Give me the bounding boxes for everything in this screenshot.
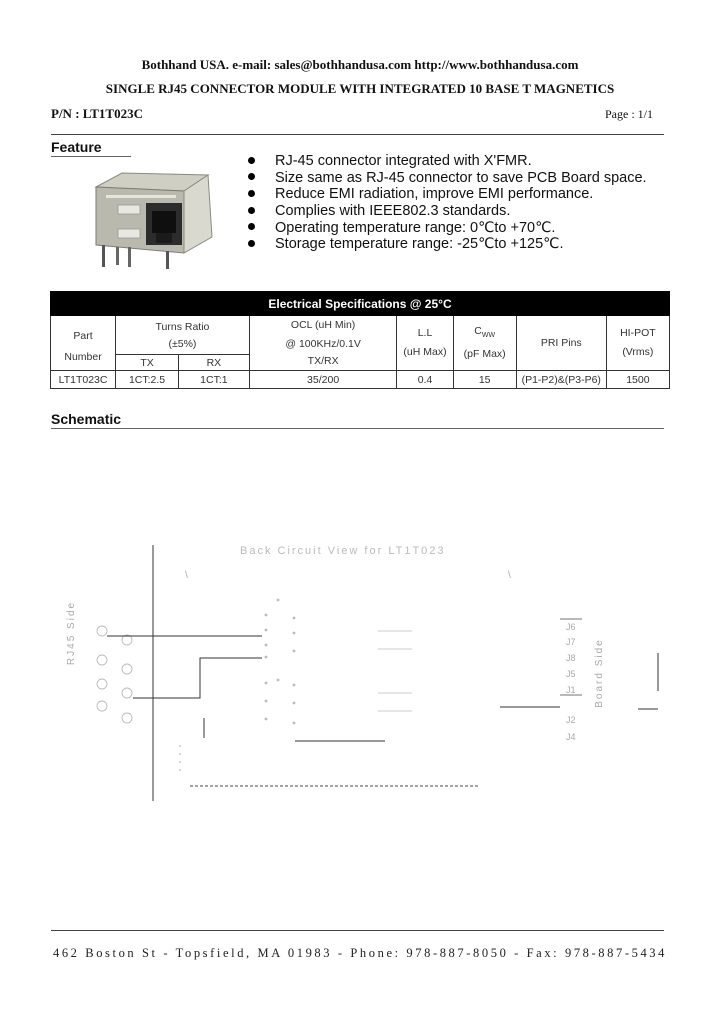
schematic-caption: Back Circuit View for LT1T023 — [240, 545, 446, 557]
bullet-icon — [248, 207, 255, 214]
header-hipot: HI-POT (Vrms) — [606, 316, 669, 371]
svg-text:J5: J5 — [566, 669, 576, 679]
cell-rx: 1CT:1 — [178, 371, 249, 389]
transformer-dots — [265, 599, 296, 725]
cell-tx: 1CT:2.5 — [116, 371, 179, 389]
header-turns-ratio: Turns Ratio (±5%) — [116, 316, 250, 355]
schematic-mark: \ — [185, 570, 188, 581]
svg-text:J7: J7 — [566, 637, 576, 647]
bullet-icon — [248, 157, 255, 164]
rj45-side-label: RJ45 Side — [66, 600, 77, 666]
header-ocl: OCL (uH Min) @ 100KHz/0.1V TX/RX — [249, 316, 397, 371]
feature-item: Reduce EMI radiation, improve EMI performance. — [248, 186, 647, 203]
header-cww: $C_{WW}$ (pF Max) — [453, 316, 516, 371]
document-title: SINGLE RJ45 CONNECTOR MODULE WITH INTEGRATED 10 BASE T MAGNETICS — [105, 81, 615, 96]
cell-hipot: 1500 — [606, 371, 669, 389]
header-part-number: Part Number — [51, 316, 116, 371]
feature-list — [248, 153, 647, 253]
schematic-underline — [51, 428, 664, 429]
footer-address: 462 Boston St - Topsfield, MA 01983 - Phone: 978-887-8050 - Fax: 978-887-5434 — [52, 946, 668, 960]
header-tx: TX — [116, 355, 179, 371]
page-number: Page : 1/1 — [605, 107, 653, 121]
header-divider — [51, 134, 664, 135]
schematic-mark: \ — [508, 570, 511, 581]
feature-section-title: Feature — [51, 139, 102, 155]
cell-part: LT1T023C — [51, 371, 116, 389]
electrical-spec-table — [50, 291, 670, 389]
choke-marks — [378, 631, 412, 711]
wire — [133, 658, 262, 698]
feature-item: Complies with IEEE802.3 standards. — [248, 203, 647, 220]
bullet-icon — [248, 173, 255, 180]
rj45-connector-photo — [88, 165, 220, 277]
svg-text:J1: J1 — [566, 685, 576, 695]
bullet-icon — [248, 190, 255, 197]
header-rx: RX — [178, 355, 249, 371]
schematic-section-title: Schematic — [51, 411, 122, 427]
header-leakage-inductance: L.L (uH Max) — [397, 316, 453, 371]
footer-divider — [51, 930, 664, 931]
board-side-label: Board Side — [594, 638, 605, 708]
schematic-diagram — [40, 533, 680, 803]
cell-ll: 0.4 — [397, 371, 453, 389]
feature-underline — [51, 156, 131, 157]
bullet-icon — [248, 223, 255, 230]
header-pri-pins: PRI Pins — [516, 316, 606, 371]
feature-item: Operating temperature range: 0℃to +70℃. — [248, 220, 647, 237]
table-banner: Electrical Specifications @ 25°C — [51, 292, 670, 316]
rj45-pin-circles — [97, 626, 132, 723]
feature-item: Size same as RJ-45 connector to save PCB Board space. — [248, 170, 647, 187]
feature-item: RJ-45 connector integrated with X'FMR. — [248, 153, 647, 170]
svg-text:J2: J2 — [566, 715, 576, 725]
board-pin-labels — [566, 622, 576, 742]
feature-item: Storage temperature range: -25℃to +125℃. — [248, 236, 647, 253]
header-contact: Bothhand USA. e-mail: sales@bothhandusa.com http://www.bothhandusa.com — [141, 57, 579, 72]
part-number-label: P/N : LT1T023C — [51, 106, 143, 121]
cell-cww: 15 — [453, 371, 516, 389]
svg-text:J8: J8 — [566, 653, 576, 663]
svg-text:J4: J4 — [566, 732, 576, 742]
table-row — [51, 371, 670, 389]
cell-pri: (P1-P2)&(P3-P6) — [516, 371, 606, 389]
bullet-icon — [248, 240, 255, 247]
svg-text:J6: J6 — [566, 622, 576, 632]
cell-ocl: 35/200 — [249, 371, 397, 389]
